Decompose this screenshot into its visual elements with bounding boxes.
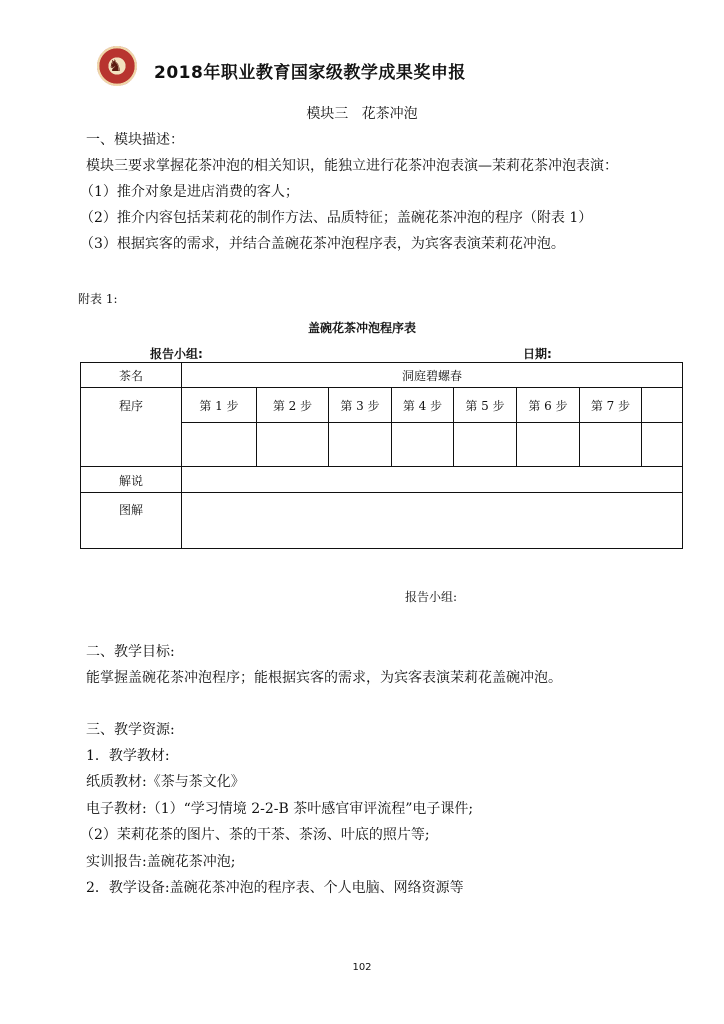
horse-emblem-icon: ♞ [108, 56, 123, 75]
step-header: 第 3 步 [329, 388, 392, 423]
footer-report-group: 报告小组: [405, 590, 458, 604]
header-title: 2018年职业教育国家级教学成果奖申报 [154, 63, 466, 83]
table-row [81, 493, 683, 549]
section2-heading: 二、教学目标: [86, 644, 175, 660]
section1-heading: 一、模块描述： [86, 132, 184, 148]
section3-line: （2）茉莉花茶的图片、茶的干茶、茶汤、叶底的照片等; [80, 827, 430, 843]
table-title: 盖碗花茶冲泡程序表 [307, 321, 416, 335]
section1-item: （1）推介对象是进店消费的客人； [80, 184, 299, 200]
page-number: 102 [352, 962, 372, 973]
module-title: 模块三 花茶冲泡 [306, 106, 418, 122]
section1-intro: 模块三要求掌握花茶冲泡的相关知识，能独立进行花茶冲泡表演—茉莉花茶冲泡表演： [86, 158, 618, 174]
step-header: 第 5 步 [454, 388, 517, 423]
step-cell [329, 423, 392, 467]
date-label: 日期: [523, 347, 552, 361]
appendix-label: 附表 1: [78, 292, 118, 306]
step-cell [642, 423, 683, 467]
step-header: 第 1 步 [182, 388, 257, 423]
table-row [81, 363, 683, 388]
row-label-tea: 茶名 [81, 363, 182, 388]
procedure-table [80, 362, 683, 549]
step-header: 第 6 步 [517, 388, 580, 423]
step-cell [182, 423, 257, 467]
row-label-procedure: 程序 [81, 388, 182, 467]
section2-body: 能掌握盖碗花茶冲泡程序；能根据宾客的需求，为宾客表演茉莉花盖碗冲泡。 [86, 670, 562, 686]
step-cell [257, 423, 329, 467]
step-header: 第 4 步 [392, 388, 454, 423]
step-header-empty [642, 388, 683, 423]
section3-heading: 三、教学资源: [86, 722, 175, 738]
section1-item: （3）根据宾客的需求，并结合盖碗花茶冲泡程序表，为宾客表演茉莉花冲泡。 [80, 236, 565, 252]
step-header: 第 7 步 [580, 388, 642, 423]
report-group-label: 报告小组: [150, 347, 203, 361]
tea-name-cell: 洞庭碧螺春 [182, 363, 683, 388]
explain-cell [182, 467, 683, 493]
section1-item: （2）推介内容包括茉莉花的制作方法、品质特征；盖碗花茶冲泡的程序（附表 1） [80, 210, 593, 226]
step-cell [580, 423, 642, 467]
diagram-cell [182, 493, 683, 549]
section3-line: 2．教学设备:盖碗花茶冲泡的程序表、个人电脑、网络资源等 [86, 880, 464, 896]
step-cell [392, 423, 454, 467]
step-cell [517, 423, 580, 467]
step-header: 第 2 步 [257, 388, 329, 423]
school-logo [97, 46, 137, 86]
row-label-explain: 解说 [81, 467, 182, 493]
step-cell [454, 423, 517, 467]
table-row [81, 467, 683, 493]
section3-line: 纸质教材:《茶与茶文化》 [86, 774, 245, 790]
row-label-diagram: 图解 [81, 493, 182, 549]
section3-line: 电子教材:（1）“学习情境 2-2-B 茶叶感官审评流程”电子课件; [86, 801, 474, 817]
section3-line: 1．教学教材: [86, 748, 170, 764]
section3-line: 实训报告:盖碗花茶冲泡; [86, 854, 236, 870]
table-row [81, 388, 683, 423]
